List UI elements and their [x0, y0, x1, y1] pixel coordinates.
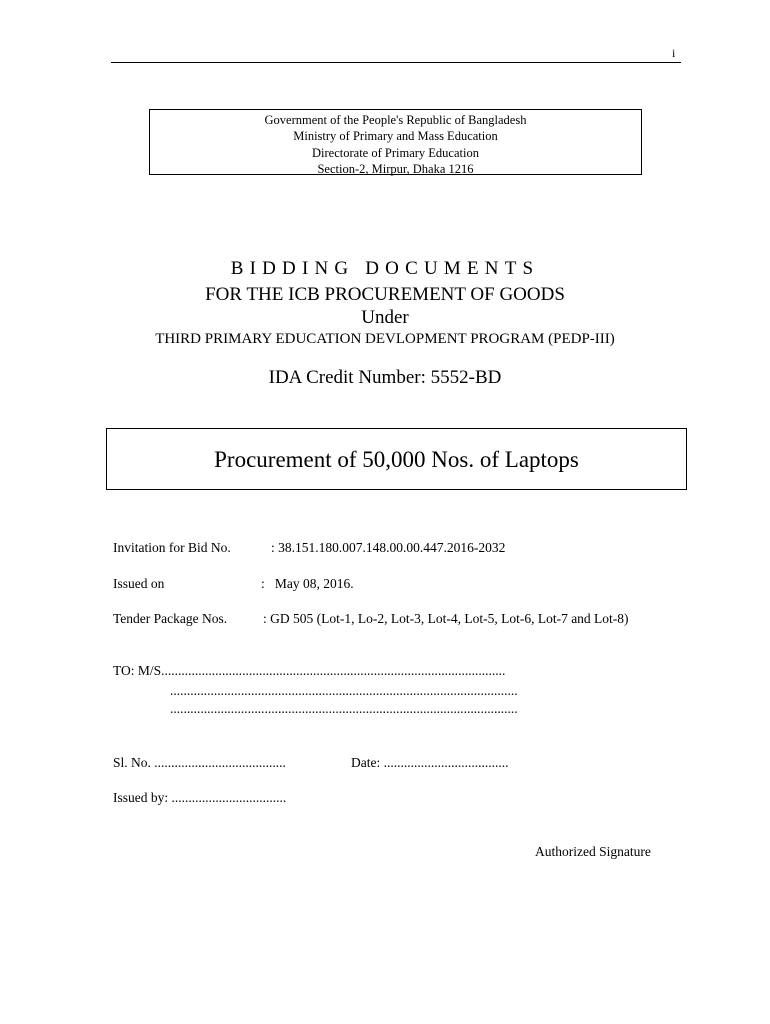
to-address-line-2: ....................................................................................................... [170, 683, 518, 698]
to-address-line-3: ....................................................................................................... [170, 701, 518, 716]
procurement-title: Procurement of 50,000 Nos. of Laptops [214, 447, 579, 472]
authorized-signature: Authorized Signature [535, 844, 651, 859]
document-title: BIDDING DOCUMENTS [230, 258, 540, 279]
program-name: THIRD PRIMARY EDUCATION DEVLOPMENT PROGRAM (PEDP-III) [155, 331, 615, 347]
to-ms-line: TO: M/S...................................................................................................... [113, 663, 506, 678]
agency-line-directorate: Directorate of Primary Education [312, 145, 479, 160]
issued-by-field: Issued by: .................................. [113, 790, 287, 805]
under-label: Under [361, 307, 409, 328]
serial-number-field: Sl. No. ....................................... [113, 755, 286, 770]
procurement-title-box [106, 428, 687, 490]
tender-package-value: : GD 505 (Lot-1, Lo-2, Lot-3, Lot-4, Lot-5, Lot-6, Lot-7 and Lot-8) [263, 611, 629, 626]
header-rule [111, 62, 681, 63]
invitation-value: : 38.151.180.007.148.00.00.447.2016-2032 [271, 540, 506, 555]
document-subtitle: FOR THE ICB PROCUREMENT OF GOODS [205, 284, 565, 305]
invitation-label: Invitation for Bid No. [113, 540, 231, 555]
issued-on-value: : May 08, 2016. [261, 576, 354, 591]
tender-package-label: Tender Package Nos. [113, 611, 228, 626]
agency-line-government: Government of the People's Republic of Bangladesh [264, 113, 527, 127]
agency-line-ministry: Ministry of Primary and Mass Education [293, 129, 498, 144]
agency-box [149, 109, 642, 175]
page-number: i [672, 46, 676, 60]
date-field: Date: ..................................... [351, 755, 509, 770]
agency-line-address: Section-2, Mirpur, Dhaka 1216 [317, 161, 474, 176]
issued-on-label: Issued on [113, 576, 165, 591]
ida-credit-number: IDA Credit Number: 5552-BD [268, 367, 502, 388]
